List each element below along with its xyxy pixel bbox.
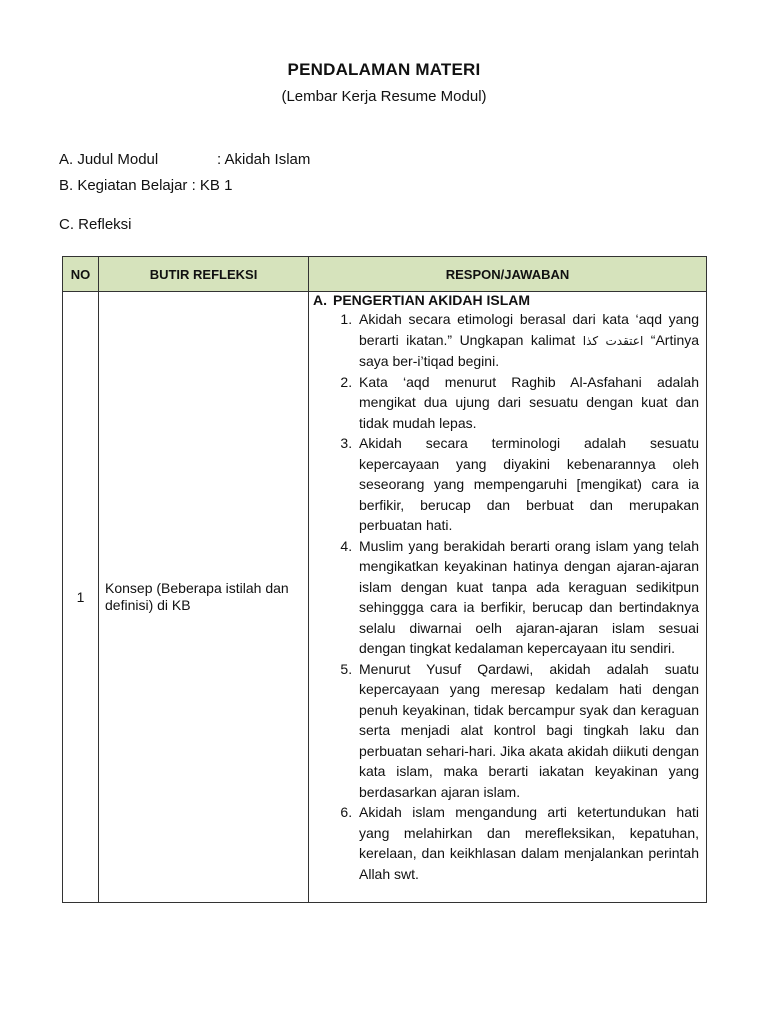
- list-item: 2. Kata ‘aqd menurut Raghib Al-Asfahani adalah mengikat dua ujung dari sesuatu dengan kuat dan tidak mudah lepas.: [356, 372, 699, 434]
- reflection-heading: C. Refleksi: [59, 216, 132, 233]
- list-item: 3. Akidah secara terminologi adalah sesuatu kepercayaan yang diyakini kebenarannya oleh seseorang yang mempengaruhi [mengikat) cara ia berfikir, berucap dan berbuat dan merupakan perbuatan hati.: [356, 433, 699, 536]
- list-item: 4. Muslim yang berakidah berarti orang islam yang telah mengikatkan keyakinan hatinya dengan ajaran-ajaran islam dengan kuat tanpa ada keraguan sedikitpun sehinggga cara ia berfikir, berucap dan bertindaknya selalu diwarnai oelh ajaran-ajaran islam sesuai dengan tingkat kedalaman kepercayaan itu sendiri.: [356, 536, 699, 659]
- learning-activity-line: [59, 177, 232, 194]
- item-1-text-b: “Artinya saya ber-i’tiqad begini.: [359, 331, 700, 369]
- header-no: NO: [63, 257, 99, 292]
- page-subtitle: (Lembar Kerja Resume Modul): [281, 88, 487, 105]
- module-title-label: A. Judul Modul: [59, 151, 159, 168]
- section-letter: A.: [313, 292, 327, 308]
- table-row: [63, 292, 707, 903]
- section-title: PENGERTIAN AKIDAH ISLAM: [333, 292, 531, 308]
- item-1-arabic: اعتقدت كذا: [582, 333, 644, 348]
- definition-list: [313, 309, 699, 884]
- module-title-value: : Akidah Islam: [217, 151, 311, 168]
- section-heading: [313, 292, 699, 309]
- butir-text: Konsep (Beberapa istilah dan definisi) di KB: [99, 292, 309, 903]
- item-1-text-a: Akidah secara etimologi berasal dari kata ‘aqd yang berarti ikatan.” Ungkapan kalimat: [359, 311, 699, 348]
- page-title: PENDALAMAN MATERI: [287, 60, 481, 79]
- list-item: [356, 309, 699, 372]
- header-respon-jawaban: RESPON/JAWABAN: [309, 257, 707, 292]
- table-header-row: [63, 257, 707, 292]
- module-title-line: [59, 151, 310, 168]
- list-item: 6. Akidah islam mengandung arti ketertundukan hati yang melahirkan dan merefleksikan, kepatuhan, kerelaan, dan keikhlasan dalam menjalankan perintah Allah swt.: [356, 802, 699, 884]
- header-butir-refleksi: BUTIR REFLEKSI: [99, 257, 309, 292]
- learning-activity-value: : KB 1: [191, 177, 233, 194]
- list-item: 5. Menurut Yusuf Qardawi, akidah adalah suatu kepercayaan yang meresap kedalam hati dengan penuh keyakinan, tidak bercampur syak dan keraguan serta menjadi alat kontrol bagi tingkah laku dan perbuatan sehari-hari. Jika akata akidah diikuti dengan kata islam, maka berarti iakatan keyakinan yang berdasarkan ajaran islam.: [356, 659, 699, 803]
- learning-activity-label: B. Kegiatan Belajar: [59, 177, 188, 194]
- reflection-table: [62, 256, 707, 903]
- row-number: 1: [63, 292, 99, 903]
- response-cell: [309, 292, 707, 903]
